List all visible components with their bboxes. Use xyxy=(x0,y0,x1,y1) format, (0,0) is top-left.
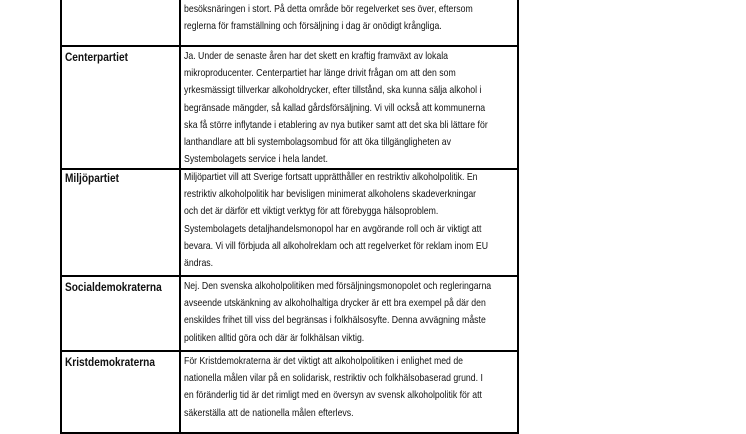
row-text xyxy=(184,48,488,168)
text-line: reglerna för framställning och försäljning i dag är onödigt krångliga. xyxy=(184,20,442,33)
text-line: nationella målen vilar på en solidarisk, restriktiv och folkhälsobaserad grund. I xyxy=(184,372,483,385)
table-row xyxy=(60,45,519,170)
row-text xyxy=(184,353,483,422)
text-line: bevara. Vi vill förbjuda all alkoholreklam och att regelverket för reklam inom EU xyxy=(184,239,489,252)
row-text xyxy=(184,169,488,272)
row-text xyxy=(184,1,473,35)
text-line: besöksnäringen i stort. På detta område bör regelverket ses över, eftersom xyxy=(184,3,473,15)
table-row xyxy=(60,0,519,47)
column-divider xyxy=(179,47,181,168)
party-name: Miljöpartiet xyxy=(65,173,119,185)
table-row xyxy=(60,352,519,434)
column-divider xyxy=(179,277,181,350)
text-line: politiken alltid göra och där är folkhälsan viktig. xyxy=(184,331,365,344)
text-line: ändras. xyxy=(184,256,214,269)
party-name: Socialdemokraterna xyxy=(65,282,162,294)
text-line: yrkesmässigt tillverkar alkoholdrycker, efter tillstånd, ska kunna sälja alkohol i xyxy=(184,84,482,97)
table-row xyxy=(60,168,519,277)
column-divider xyxy=(179,168,181,275)
text-line: mikroproducenter. Centerpartiet har länge drivit frågan om att den som xyxy=(184,67,456,80)
text-line: säkerställa att de nationella målen efterlevs. xyxy=(184,406,354,419)
table-row xyxy=(60,277,519,352)
text-line: Nej. Den svenska alkoholpolitiken med försäljningsmonopolet och regleringarna xyxy=(184,280,492,292)
text-line: enskildes frihet till viss del begränsas i folkhälsosyfte. Denna avvägning måste xyxy=(184,314,486,327)
text-line: Miljöpartiet vill att Sverige fortsatt upprätthåller en restriktiv alkoholpolitik. En xyxy=(184,171,478,183)
party-positions-table xyxy=(60,0,519,419)
text-line: avseende utskänkning av alkoholhaltiga drycker är ett bra exempel på där den xyxy=(184,297,486,310)
text-line: lanthandlare att bli systembolagsombud för att öka tillgängligheten av xyxy=(184,135,451,148)
row-text xyxy=(184,278,491,347)
text-line: Systembolagets detaljhandelsmonopol har en avgörande roll och är viktigt att xyxy=(184,222,482,235)
column-divider xyxy=(179,352,181,432)
text-line: begränsade mängder, så kallad gårdsförsäljning. Vi vill också att kommunerna xyxy=(184,101,486,114)
party-name: Kristdemokraterna xyxy=(65,357,155,369)
text-line: ska få större inflytande i etablering av nya butiker samt att det ska bli lättare för xyxy=(184,118,488,131)
text-line: För Kristdemokraterna är det viktigt att alkoholpolitiken i enlighet med de xyxy=(184,355,464,367)
party-name: Centerpartiet xyxy=(65,52,128,64)
text-line: Ja. Under de senaste åren har det skett en kraftig framväxt av lokala xyxy=(184,50,449,62)
text-line: och det är därför ett viktigt verktyg för att förebygga hälsoproblem. xyxy=(184,205,439,218)
column-divider xyxy=(179,0,181,45)
text-line: Systembolagets service i hela landet. xyxy=(184,153,328,166)
text-line: restriktiv alkoholpolitik har bevisligen minimerat alkoholens skadeverkningar xyxy=(184,188,477,201)
text-line: en föränderlig tid är det rimligt med en översyn av svensk alkoholpolitik för att xyxy=(184,389,482,402)
